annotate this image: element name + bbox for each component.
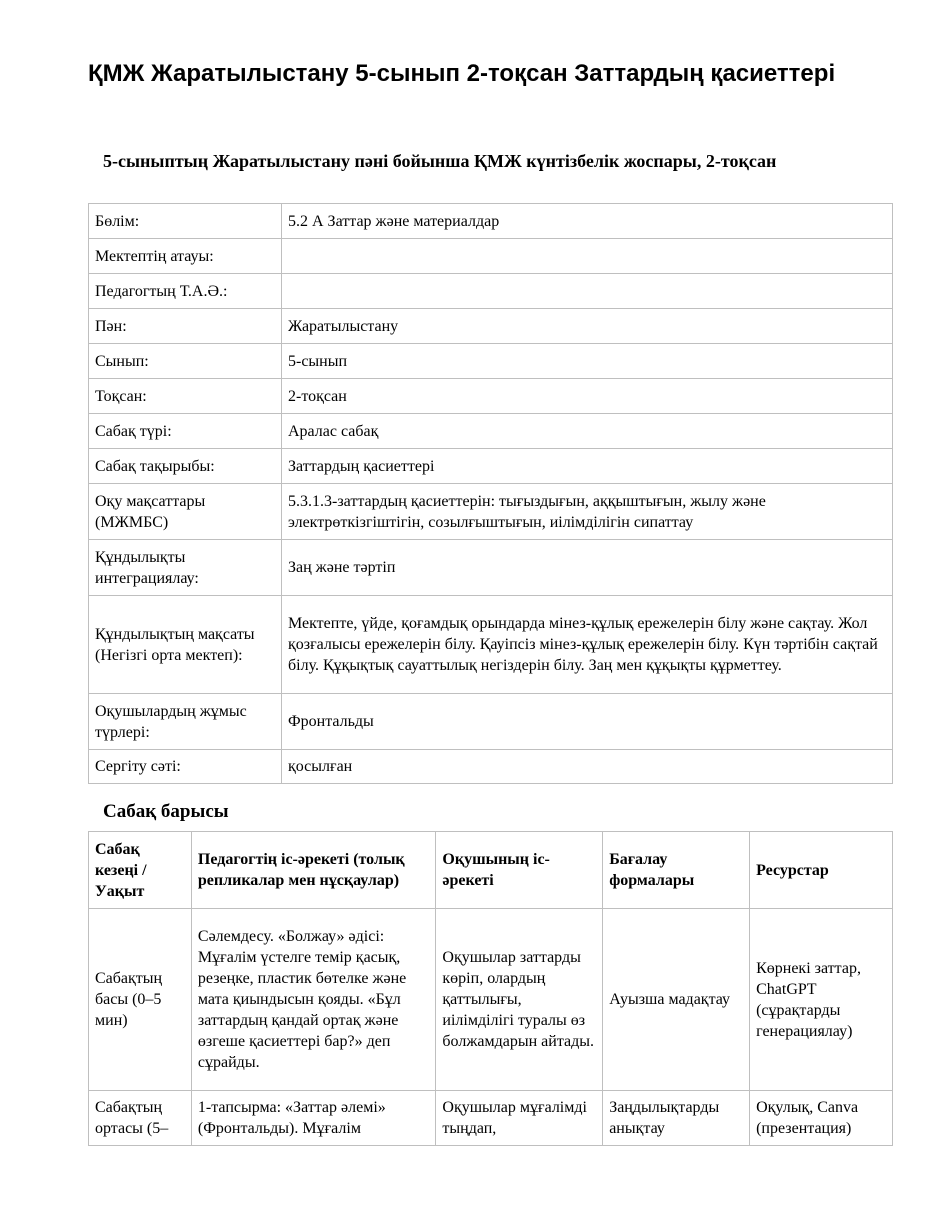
- info-key: Сабақ тақырыбы:: [89, 449, 282, 484]
- assessment-cell: Заңдылықтарды анықтау: [603, 1091, 750, 1146]
- info-key: Тоқсан:: [89, 379, 282, 414]
- info-key: Құндылықты интеграциялау:: [89, 540, 282, 596]
- table-row: [89, 694, 893, 750]
- info-value: Аралас сабақ: [282, 414, 893, 449]
- table-row: [89, 414, 893, 449]
- table-header-row: [89, 832, 893, 909]
- table-row: [89, 274, 893, 309]
- column-header-assessment: Бағалау формалары: [603, 832, 750, 909]
- info-key: Сабақ түрі:: [89, 414, 282, 449]
- student-cell: Оқушылар заттарды көріп, олардың қаттылығы, иілімділігі туралы өз болжамдарын айтады.: [436, 909, 603, 1091]
- column-header-resources: Ресурстар: [750, 832, 893, 909]
- table-row: [89, 750, 893, 784]
- stage-cell: Сабақтың ортасы (5–: [89, 1091, 192, 1146]
- info-value: Заттардың қасиеттері: [282, 449, 893, 484]
- lesson-info-table: [88, 203, 893, 784]
- table-row: [89, 449, 893, 484]
- info-key: Оқу мақсаттары (МЖМБС): [89, 484, 282, 540]
- table-row: [89, 344, 893, 379]
- table-row: [89, 1091, 893, 1146]
- info-value: қосылған: [282, 750, 893, 784]
- teacher-cell: 1-тапсырма: «Заттар әлемі» (Фронтальды). Мұғалім: [191, 1091, 436, 1146]
- info-key: Мектептің атауы:: [89, 239, 282, 274]
- info-value: [282, 274, 893, 309]
- info-value: 5-сынып: [282, 344, 893, 379]
- table-row: [89, 379, 893, 414]
- table-row: [89, 239, 893, 274]
- resources-cell: Көрнекі заттар, ChatGPT (сұрақтарды генерациялау): [750, 909, 893, 1091]
- table-row: [89, 309, 893, 344]
- page-title: ҚМЖ Жаратылыстану 5-сынып 2-тоқсан Заттардың қасиеттері: [88, 60, 836, 87]
- table-row: [89, 596, 893, 694]
- plan-heading: 5-сыныптың Жаратылыстану пәні бойынша ҚМЖ күнтізбелік жоспары, 2-тоқсан: [103, 151, 777, 171]
- info-key: Оқушылардың жұмыс түрлері:: [89, 694, 282, 750]
- info-value: 5.3.1.3-заттардың қасиеттерін: тығыздығын, аққыштығын, жылу және электрөткізгіштігін, созылғыштығын, иілімділігін сипаттау: [282, 484, 893, 540]
- assessment-cell: Ауызша мадақтау: [603, 909, 750, 1091]
- info-value: Фронтальды: [282, 694, 893, 750]
- table-row: [89, 204, 893, 239]
- table-row: [89, 909, 893, 1091]
- column-header-teacher: Педагогтің іс-әрекеті (толық репликалар мен нұсқаулар): [191, 832, 436, 909]
- column-header-stage: Сабақ кезеңі / Уақыт: [89, 832, 192, 909]
- info-key: Педагогтың Т.А.Ә.:: [89, 274, 282, 309]
- info-value: [282, 239, 893, 274]
- lesson-flow-table: [88, 831, 893, 1146]
- info-key: Пән:: [89, 309, 282, 344]
- info-key: Құндылықтың мақсаты (Негізгі орта мектеп):: [89, 596, 282, 694]
- info-value: 5.2 А Заттар және материалдар: [282, 204, 893, 239]
- info-key: Сергіту сәті:: [89, 750, 282, 784]
- lesson-flow-heading: Сабақ барысы: [103, 801, 229, 822]
- info-value: 2-тоқсан: [282, 379, 893, 414]
- info-key: Сынып:: [89, 344, 282, 379]
- table-row: [89, 484, 893, 540]
- info-key: Бөлім:: [89, 204, 282, 239]
- info-value: Заң және тәртіп: [282, 540, 893, 596]
- info-value: Мектепте, үйде, қоғамдық орындарда мінез-құлық ережелерін білу және сақтау. Жол қозғалысы ережелерін білу. Қауіпсіз мінез-құлық ережелерін білу. Күн тәртібін сақтай білу. Құқықтық сауаттылық негіздерін білу. Заң мен құқықты құрметтеу.: [282, 596, 893, 694]
- info-value: Жаратылыстану: [282, 309, 893, 344]
- table-row: [89, 540, 893, 596]
- teacher-cell: Сәлемдесу. «Болжау» әдісі: Мұғалім үстелге темір қасық, резеңке, пластик бөтелке және мата қиындысын қояды. «Бұл заттардың қандай ортақ және өзгеше қасиеттері бар?» деп сұрайды.: [191, 909, 436, 1091]
- student-cell: Оқушылар мұғалімді тыңдап,: [436, 1091, 603, 1146]
- resources-cell: Оқулық, Canva (презентация): [750, 1091, 893, 1146]
- stage-cell: Сабақтың басы (0–5 мин): [89, 909, 192, 1091]
- column-header-student: Оқушының іс-әрекеті: [436, 832, 603, 909]
